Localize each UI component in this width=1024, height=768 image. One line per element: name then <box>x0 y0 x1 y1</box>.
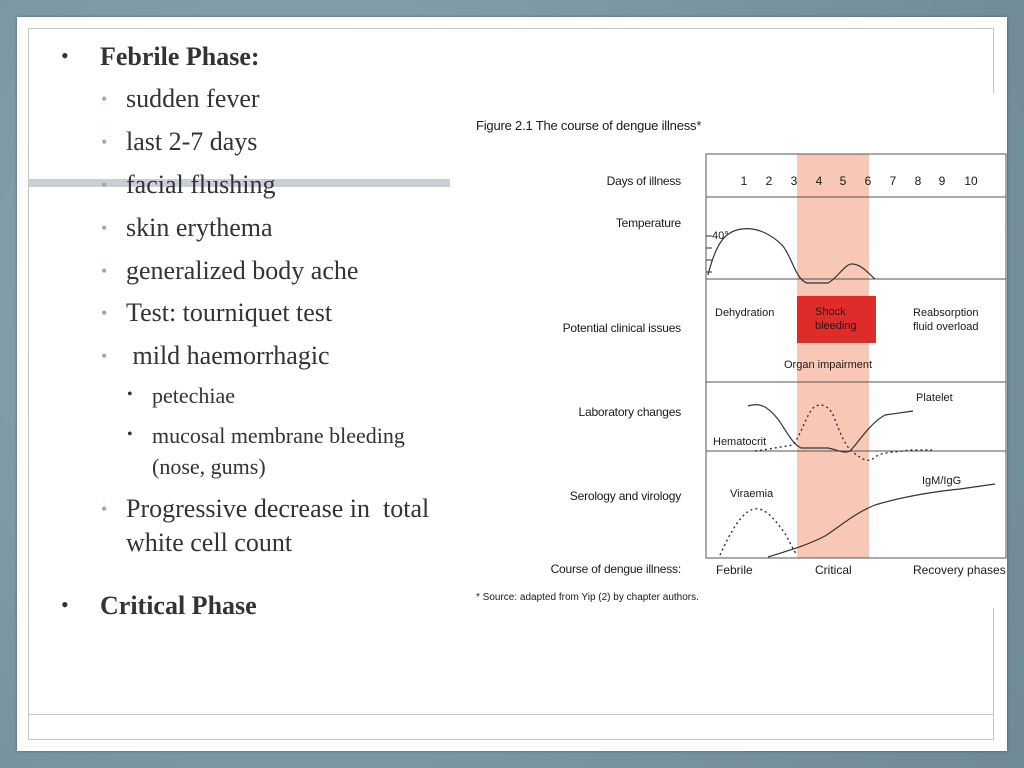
bullet-marker: • <box>101 261 108 281</box>
bullet-item: white cell count <box>126 528 293 557</box>
igm-igg-label: IgM/IgG <box>922 475 962 487</box>
figure-title: Figure 2.1 The course of dengue illness* <box>476 118 702 133</box>
bullet-marker: • <box>101 132 108 152</box>
fluid-overload-label: fluid overload <box>913 321 979 333</box>
bullet-item: generalized body ache <box>126 256 359 285</box>
bullet-item: last 2-7 days <box>126 127 258 156</box>
row-label-serology: Serology and virology <box>569 489 681 503</box>
row-label-laboratory: Laboratory changes <box>578 405 681 419</box>
clinical-panel <box>715 296 978 371</box>
day-label: 4 <box>815 174 823 188</box>
figure-graphic <box>450 93 1007 608</box>
bullet-marker: • <box>61 43 69 68</box>
temperature-40-label: 40° <box>712 230 729 242</box>
bullet-item: skin erythema <box>126 213 273 242</box>
figure-source-note: * Source: adapted from Yip (2) by chapter authors. <box>476 592 699 603</box>
critical-label: Critical <box>815 563 852 577</box>
viraemia-label: Viraemia <box>730 488 774 500</box>
day-label: 1 <box>740 174 748 188</box>
shock-label: Shock <box>815 306 846 318</box>
bullet-marker: • <box>127 386 133 403</box>
bullet-marker: • <box>101 499 108 519</box>
organ-impairment-label: Organ impairment <box>784 359 873 371</box>
dehydration-label: Dehydration <box>715 307 775 319</box>
day-label: 5 <box>839 174 847 188</box>
platelet-label: Platelet <box>916 392 953 404</box>
day-label: 9 <box>938 174 946 188</box>
bleeding-label: bleeding <box>815 320 857 332</box>
day-label: 6 <box>864 174 872 188</box>
day-label: 10 <box>964 174 978 188</box>
bullet-item: facial flushing <box>126 170 276 199</box>
bullet-febrile-phase: Febrile Phase: <box>100 42 260 71</box>
sub-bullet-item: mucosal membrane bleeding <box>152 423 405 448</box>
day-label: 2 <box>765 174 773 188</box>
day-label: 3 <box>790 174 798 188</box>
row-label-days: Days of illness <box>606 174 681 188</box>
bullet-item: Progressive decrease in total <box>126 494 430 523</box>
bullet-critical-phase: Critical Phase <box>100 591 257 620</box>
course-phases <box>716 563 1006 577</box>
bullet-item: sudden fever <box>126 84 260 113</box>
bullet-marker: • <box>101 303 108 323</box>
sub-bullet-item: petechiae <box>152 383 236 408</box>
bullet-marker: • <box>101 218 108 238</box>
viraemia-curve <box>720 509 797 555</box>
row-label-course: Course of dengue illness: <box>550 562 681 576</box>
row-label-clinical: Potential clinical issues <box>562 321 681 335</box>
bullet-item: Test: tourniquet test <box>126 298 333 327</box>
day-label: 7 <box>889 174 897 188</box>
hematocrit-label: Hematocrit <box>713 436 767 448</box>
row-label-temperature: Temperature <box>615 216 681 230</box>
bullet-marker: • <box>101 89 108 109</box>
bullet-marker: • <box>61 592 69 617</box>
sub-bullet-item: (nose, gums) <box>152 454 266 479</box>
bullet-item: mild haemorrhagic <box>126 341 330 370</box>
recovery-label: Recovery phases <box>913 563 1006 577</box>
dengue-course-figure <box>450 93 1007 608</box>
bullet-marker: • <box>127 426 133 443</box>
febrile-label: Febrile <box>716 563 753 577</box>
bullet-marker: • <box>101 346 108 366</box>
reabsorption-label: Reabsorption <box>913 307 979 319</box>
bullet-marker: • <box>101 175 108 195</box>
day-label: 8 <box>914 174 922 188</box>
footer-divider <box>28 714 994 715</box>
critical-phase-band <box>797 154 869 558</box>
